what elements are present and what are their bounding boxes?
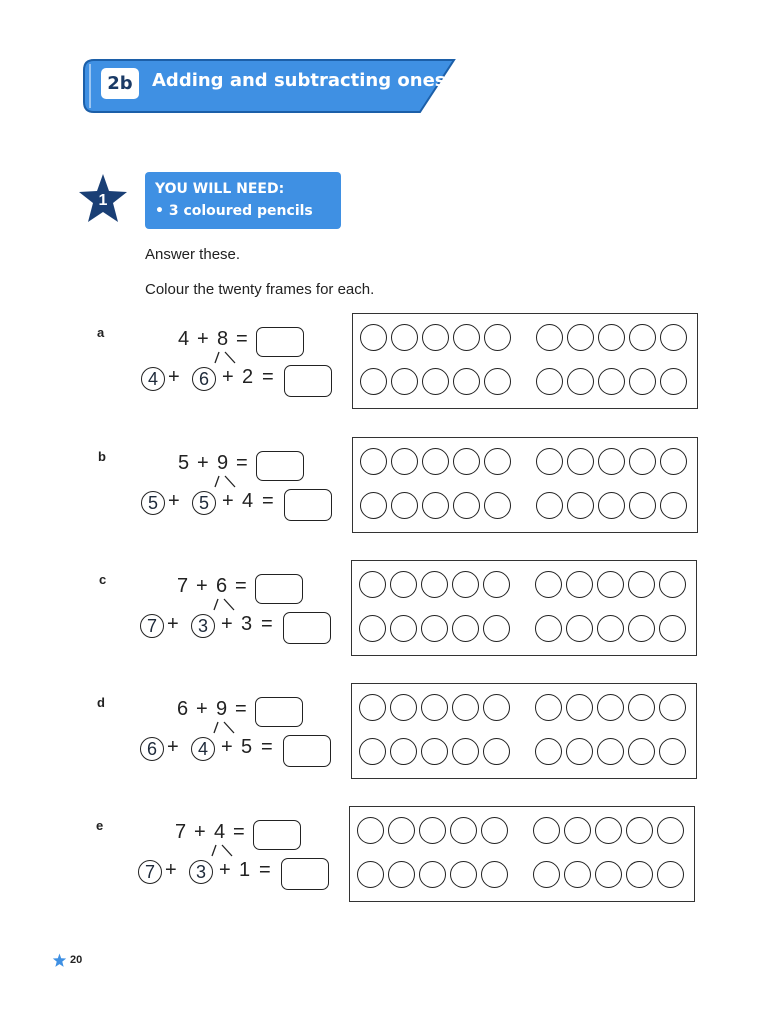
frame-cell[interactable] xyxy=(564,817,591,844)
row-letter: c xyxy=(99,572,107,587)
frame-cell[interactable] xyxy=(452,694,479,721)
circled-number-2: 3 xyxy=(189,860,213,884)
frame-cell[interactable] xyxy=(422,448,449,475)
frame-cell[interactable] xyxy=(657,817,684,844)
frame-cell[interactable] xyxy=(421,738,448,765)
partition-lines xyxy=(204,720,244,736)
plus-sign: + xyxy=(168,490,180,512)
frame-cell[interactable] xyxy=(598,492,625,519)
equals-sign: = xyxy=(236,328,248,350)
frame-cell[interactable] xyxy=(598,368,625,395)
partition-lines xyxy=(204,597,244,613)
frame-cell[interactable] xyxy=(535,615,562,642)
partition-line-left xyxy=(214,599,218,610)
frame-cell[interactable] xyxy=(628,738,655,765)
frame-cell[interactable] xyxy=(481,861,508,888)
top-addend-2: 4 xyxy=(214,821,226,843)
frame-cell[interactable] xyxy=(533,861,560,888)
frame-cell[interactable] xyxy=(535,694,562,721)
frame-cell[interactable] xyxy=(421,571,448,598)
frame-cell[interactable] xyxy=(598,448,625,475)
plus-sign: + xyxy=(168,366,180,388)
bottom-addend-3: 2 xyxy=(242,366,254,388)
frame-cell[interactable] xyxy=(483,738,510,765)
plus-sign: + xyxy=(194,821,206,843)
you-will-need-item: • 3 coloured pencils xyxy=(155,203,313,219)
frame-cell[interactable] xyxy=(388,817,415,844)
frame-cell[interactable] xyxy=(629,368,656,395)
circled-number-1: 7 xyxy=(140,614,164,638)
frame-cell[interactable] xyxy=(453,368,480,395)
answer-box-bottom[interactable] xyxy=(284,365,332,397)
row-letter: e xyxy=(96,818,104,833)
page-number: 20 xyxy=(70,954,83,966)
section-title: Adding and subtracting ones xyxy=(152,70,446,91)
frame-cell[interactable] xyxy=(629,492,656,519)
frame-cell[interactable] xyxy=(629,324,656,351)
equals-sign: = xyxy=(259,859,271,881)
partition-line-left xyxy=(215,476,219,487)
frame-cell[interactable] xyxy=(567,368,594,395)
frame-cell[interactable] xyxy=(484,324,511,351)
top-addend-1: 7 xyxy=(177,575,189,597)
answer-box-bottom[interactable] xyxy=(283,735,331,767)
equals-sign: = xyxy=(261,736,273,758)
bottom-addend-3: 3 xyxy=(241,613,253,635)
frame-cell[interactable] xyxy=(484,448,511,475)
frame-cell[interactable] xyxy=(533,817,560,844)
frame-cell[interactable] xyxy=(422,368,449,395)
frame-cell[interactable] xyxy=(360,448,387,475)
plus-sign: + xyxy=(197,328,209,350)
frame-cell[interactable] xyxy=(536,324,563,351)
row-letter: a xyxy=(97,325,105,340)
frame-cell[interactable] xyxy=(450,861,477,888)
equals-sign: = xyxy=(235,698,247,720)
bottom-addend-3: 5 xyxy=(241,736,253,758)
frame-cell[interactable] xyxy=(421,694,448,721)
frame-cell[interactable] xyxy=(628,571,655,598)
frame-cell[interactable] xyxy=(536,492,563,519)
you-will-need-heading: YOU WILL NEED: xyxy=(155,181,285,197)
partition-lines xyxy=(205,350,245,366)
answer-box-bottom[interactable] xyxy=(281,858,329,890)
plus-sign: + xyxy=(165,859,177,881)
frame-cell[interactable] xyxy=(566,571,593,598)
frame-cell[interactable] xyxy=(659,694,686,721)
circled-number-1: 4 xyxy=(141,367,165,391)
plus-sign: + xyxy=(222,366,234,388)
frame-cell[interactable] xyxy=(390,615,417,642)
section-number-badge: 2b xyxy=(101,68,139,99)
frame-cell[interactable] xyxy=(659,738,686,765)
frame-cell[interactable] xyxy=(481,817,508,844)
top-addend-1: 5 xyxy=(178,452,190,474)
frame-cell[interactable] xyxy=(629,448,656,475)
you-will-need-box xyxy=(145,172,341,229)
circled-number-2: 3 xyxy=(191,614,215,638)
question-number: 1 xyxy=(98,191,108,209)
frame-cell[interactable] xyxy=(597,571,624,598)
answer-box-top[interactable] xyxy=(253,820,301,850)
answer-box-bottom[interactable] xyxy=(283,612,331,644)
equals-sign: = xyxy=(262,490,274,512)
frame-cell[interactable] xyxy=(483,571,510,598)
frame-cell[interactable] xyxy=(628,694,655,721)
frame-cell[interactable] xyxy=(566,694,593,721)
frame-cell[interactable] xyxy=(453,448,480,475)
plus-sign: + xyxy=(167,613,179,635)
circled-number-2: 4 xyxy=(191,737,215,761)
frame-cell[interactable] xyxy=(390,738,417,765)
page-star-icon xyxy=(52,953,67,968)
frame-cell[interactable] xyxy=(660,492,687,519)
frame-cell[interactable] xyxy=(421,615,448,642)
top-addend-2: 9 xyxy=(217,452,229,474)
frame-cell[interactable] xyxy=(536,368,563,395)
partition-line-left xyxy=(215,352,219,363)
plus-sign: + xyxy=(221,736,233,758)
frame-cell[interactable] xyxy=(452,738,479,765)
frame-cell[interactable] xyxy=(422,492,449,519)
partition-lines xyxy=(202,843,242,859)
top-addend-2: 9 xyxy=(216,698,228,720)
frame-cell[interactable] xyxy=(452,615,479,642)
answer-box-top[interactable] xyxy=(255,574,303,604)
frame-cell[interactable] xyxy=(390,571,417,598)
frame-cell[interactable] xyxy=(388,861,415,888)
frame-cell[interactable] xyxy=(484,368,511,395)
frame-cell[interactable] xyxy=(359,738,386,765)
circled-number-2: 5 xyxy=(192,491,216,515)
frame-cell[interactable] xyxy=(419,861,446,888)
frame-cell[interactable] xyxy=(483,694,510,721)
frame-cell[interactable] xyxy=(360,324,387,351)
equals-sign: = xyxy=(262,366,274,388)
partition-lines xyxy=(205,474,245,490)
answer-box-top[interactable] xyxy=(256,327,304,357)
frame-cell[interactable] xyxy=(360,492,387,519)
frame-cell[interactable] xyxy=(391,448,418,475)
frame-cell[interactable] xyxy=(659,571,686,598)
plus-sign: + xyxy=(222,490,234,512)
frame-cell[interactable] xyxy=(359,694,386,721)
circled-number-2: 6 xyxy=(192,367,216,391)
frame-cell[interactable] xyxy=(660,324,687,351)
equals-sign: = xyxy=(236,452,248,474)
frame-cell[interactable] xyxy=(390,694,417,721)
frame-cell[interactable] xyxy=(567,492,594,519)
frame-cell[interactable] xyxy=(567,324,594,351)
frame-cell[interactable] xyxy=(391,324,418,351)
partition-line-right xyxy=(225,352,235,363)
equals-sign: = xyxy=(261,613,273,635)
frame-cell[interactable] xyxy=(657,861,684,888)
frame-cell[interactable] xyxy=(659,615,686,642)
frame-cell[interactable] xyxy=(626,817,653,844)
partition-line-left xyxy=(212,845,216,856)
frame-cell[interactable] xyxy=(566,615,593,642)
frame-cell[interactable] xyxy=(595,817,622,844)
plus-sign: + xyxy=(167,736,179,758)
circled-number-1: 5 xyxy=(141,491,165,515)
frame-cell[interactable] xyxy=(597,694,624,721)
frame-cell[interactable] xyxy=(453,492,480,519)
instruction-answer: Answer these. xyxy=(145,246,241,263)
frame-cell[interactable] xyxy=(450,817,477,844)
frame-cell[interactable] xyxy=(567,448,594,475)
frame-cell[interactable] xyxy=(484,492,511,519)
frame-cell[interactable] xyxy=(597,615,624,642)
frame-cell[interactable] xyxy=(359,571,386,598)
frame-cell[interactable] xyxy=(419,817,446,844)
top-addend-1: 6 xyxy=(177,698,189,720)
plus-sign: + xyxy=(196,575,208,597)
frame-cell[interactable] xyxy=(535,571,562,598)
plus-sign: + xyxy=(196,698,208,720)
answer-box-top[interactable] xyxy=(256,451,304,481)
plus-sign: + xyxy=(221,613,233,635)
row-letter: b xyxy=(98,449,106,464)
bottom-addend-3: 4 xyxy=(242,490,254,512)
plus-sign: + xyxy=(197,452,209,474)
frame-cell[interactable] xyxy=(535,738,562,765)
frame-cell[interactable] xyxy=(626,861,653,888)
row-letter: d xyxy=(97,695,105,710)
bottom-addend-3: 1 xyxy=(239,859,251,881)
frame-cell[interactable] xyxy=(359,615,386,642)
top-addend-1: 4 xyxy=(178,328,190,350)
frame-cell[interactable] xyxy=(357,861,384,888)
top-addend-2: 8 xyxy=(217,328,229,350)
instruction-colour: Colour the twenty frames for each. xyxy=(145,281,375,298)
circled-number-1: 7 xyxy=(138,860,162,884)
top-addend-1: 7 xyxy=(175,821,187,843)
answer-box-top[interactable] xyxy=(255,697,303,727)
partition-line-right xyxy=(224,722,234,733)
partition-line-right xyxy=(222,845,232,856)
frame-cell[interactable] xyxy=(360,368,387,395)
frame-cell[interactable] xyxy=(566,738,593,765)
top-addend-2: 6 xyxy=(216,575,228,597)
frame-cell[interactable] xyxy=(660,368,687,395)
frame-cell[interactable] xyxy=(391,492,418,519)
partition-line-right xyxy=(225,476,235,487)
partition-line-left xyxy=(214,722,218,733)
frame-cell[interactable] xyxy=(660,448,687,475)
answer-box-bottom[interactable] xyxy=(284,489,332,521)
plus-sign: + xyxy=(219,859,231,881)
frame-cell[interactable] xyxy=(536,448,563,475)
partition-line-right xyxy=(224,599,234,610)
frame-cell[interactable] xyxy=(391,368,418,395)
frame-cell[interactable] xyxy=(422,324,449,351)
frame-cell[interactable] xyxy=(357,817,384,844)
frame-cell[interactable] xyxy=(483,615,510,642)
frame-cell[interactable] xyxy=(628,615,655,642)
frame-cell[interactable] xyxy=(595,861,622,888)
frame-cell[interactable] xyxy=(598,324,625,351)
equals-sign: = xyxy=(233,821,245,843)
circled-number-1: 6 xyxy=(140,737,164,761)
frame-cell[interactable] xyxy=(564,861,591,888)
frame-cell[interactable] xyxy=(453,324,480,351)
equals-sign: = xyxy=(235,575,247,597)
frame-cell[interactable] xyxy=(452,571,479,598)
frame-cell[interactable] xyxy=(597,738,624,765)
